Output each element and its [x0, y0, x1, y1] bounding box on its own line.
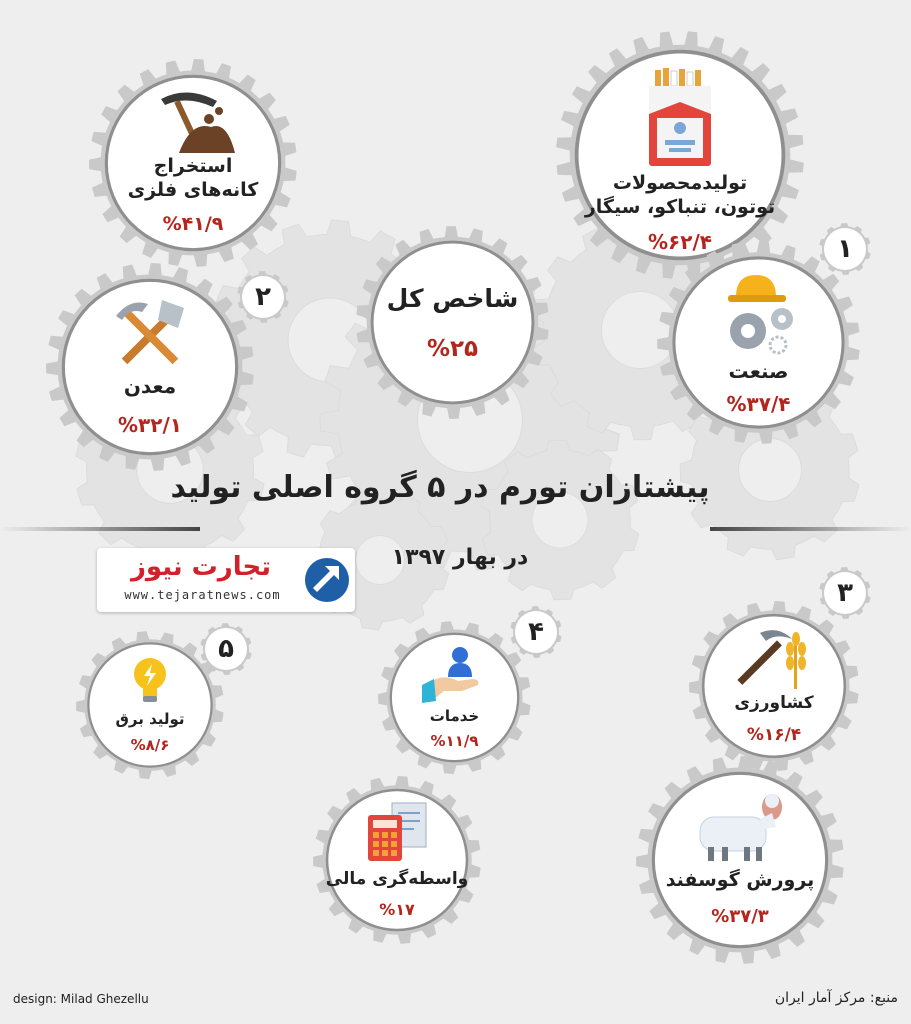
gear-metal-ore — [88, 58, 298, 268]
electricity-label: تولید برق — [115, 709, 185, 728]
services-label: خدمات — [429, 707, 480, 726]
calculator-document-icon — [364, 801, 430, 863]
industry-label: صنعت — [728, 359, 789, 383]
rank-badge-1 — [818, 222, 872, 276]
agriculture-label: کشاورزی — [734, 693, 814, 714]
background-gear-hub — [739, 439, 802, 502]
mining-label: معدن — [123, 373, 177, 398]
rank-badge-5 — [199, 622, 253, 676]
industry-value: %۳۷/۴ — [726, 392, 791, 416]
rank-badge-4 — [509, 605, 563, 659]
logo-name: تجارت نیوز — [130, 552, 272, 582]
design-credit: design: Milad Ghezellu — [13, 992, 149, 1006]
title-rule-left — [0, 527, 200, 531]
total-value: %۲۵ — [426, 336, 479, 363]
sheep-value: %۳۷/۳ — [711, 906, 769, 928]
tobacco-value: %۶۲/۴ — [648, 229, 712, 254]
sheep-icon — [692, 793, 788, 863]
gear-mining — [45, 262, 255, 472]
lightbulb-icon — [130, 656, 170, 704]
hand-person-icon — [422, 645, 488, 705]
metal-ore-label-line2: کانه‌های فلزی — [127, 179, 259, 201]
source-note: منبع: مرکز آمار ایران — [774, 990, 898, 1006]
rank-badge-3 — [818, 566, 872, 620]
rank-number-5: ۵ — [218, 634, 234, 664]
page-subtitle: در بهار ۱۳۹۷ — [391, 545, 529, 570]
finance-label: واسطه‌گری مالی — [325, 868, 469, 889]
rank-number-4: ۴ — [528, 617, 544, 647]
title-rule-right — [710, 527, 911, 531]
agriculture-value: %۱۶/۴ — [746, 724, 802, 745]
tobacco-label-line2: توتون، تنباکو، سیگار — [584, 196, 776, 218]
logo — [97, 548, 355, 612]
electricity-value: %۸/۶ — [130, 736, 170, 755]
sheep-label: پرورش گوسفند — [665, 868, 815, 891]
cigarette-pack-icon — [645, 68, 715, 168]
sickle-wheat-icon — [736, 627, 812, 689]
rank-number-3: ۳ — [837, 578, 853, 608]
total-label: شاخص کل — [386, 283, 519, 313]
gear-sheep — [635, 755, 845, 965]
logo-url: www.tejaratnews.com — [124, 588, 281, 602]
gear-total-index — [355, 225, 550, 420]
gear-agriculture — [688, 600, 860, 772]
rank-number-1: ۱ — [837, 234, 853, 264]
finance-value: %۱۷ — [379, 900, 415, 920]
logo-mark-icon — [303, 554, 351, 606]
rank-badge-2 — [236, 270, 290, 324]
page-title: پیشتازان تورم در ۵ گروه اصلی تولید — [170, 470, 710, 505]
hardhat-gears-icon — [714, 269, 804, 359]
mining-value: %۳۲/۱ — [118, 412, 182, 437]
gear-finance — [312, 775, 482, 945]
services-value: %۱۱/۹ — [430, 731, 479, 750]
mining-icon — [151, 91, 235, 153]
tobacco-label-line1: تولیدمحصولات — [612, 172, 748, 195]
metal-ore-label-line1: استخراج — [153, 155, 233, 178]
rank-number-2: ۲ — [255, 282, 271, 312]
metal-ore-value: %۴۱/۹ — [162, 212, 224, 235]
pickaxe-shovel-icon — [112, 298, 188, 368]
